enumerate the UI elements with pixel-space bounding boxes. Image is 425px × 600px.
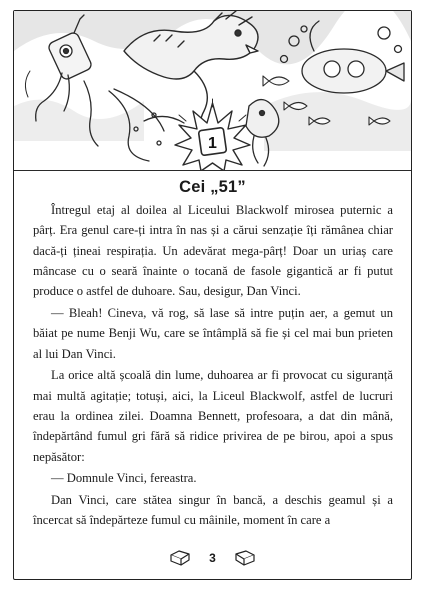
paragraph: Întregul etaj al doilea al Liceului Blackwolf mirosea puternic a pârț. Era genul care-ți intra în nas și a cărui senzație îți rămânea chiar dacă-ți țineai respirația. Un adevărat mega-pârț! Doar un uriaș care mâncase cu o seară înainte o tocană de fasole gigantică ar fi putut produce o astfel de duhoare. Sau, desigur, Dan Vinci. [33, 203, 393, 299]
chapter-illustration [14, 11, 411, 171]
page-footer [0, 549, 425, 567]
chapter-title: Cei „51” [179, 178, 246, 196]
creature-drawing [246, 100, 279, 166]
paragraph: Dan Vinci, care stătea singur în bancă, a deschis geamul și a încercat să îndepărteze fumul cu mâinile, moment în care a [33, 493, 393, 528]
paragraph: — Bleah! Cineva, vă rog, să lase să intre puțin aer, a gemut un băiat pe nume Benji Wu, care se întâmplă să fie și cel mai bun prieten al lui Dan Vinci. [33, 305, 393, 361]
page-number: 3 [209, 551, 216, 565]
book-icon [234, 549, 256, 567]
chapter-body [33, 200, 393, 532]
chapter-number: 1 [208, 135, 217, 152]
book-icon [169, 549, 191, 567]
paragraph: La orice altă școală din lume, duhoarea ar fi provocat cu siguranță mai multă agitație; totuși, aici, la Liceul Blackwolf, astfel de lucruri erau la ordinea zilei. Doamna Bennett, profesoara, a dat din mână, îndepărtând fumul gri fără să ridice privirea de pe birou, apoi a spus nepăsător: [33, 368, 393, 464]
paragraph: — Domnule Vinci, fereastra. [51, 471, 197, 486]
